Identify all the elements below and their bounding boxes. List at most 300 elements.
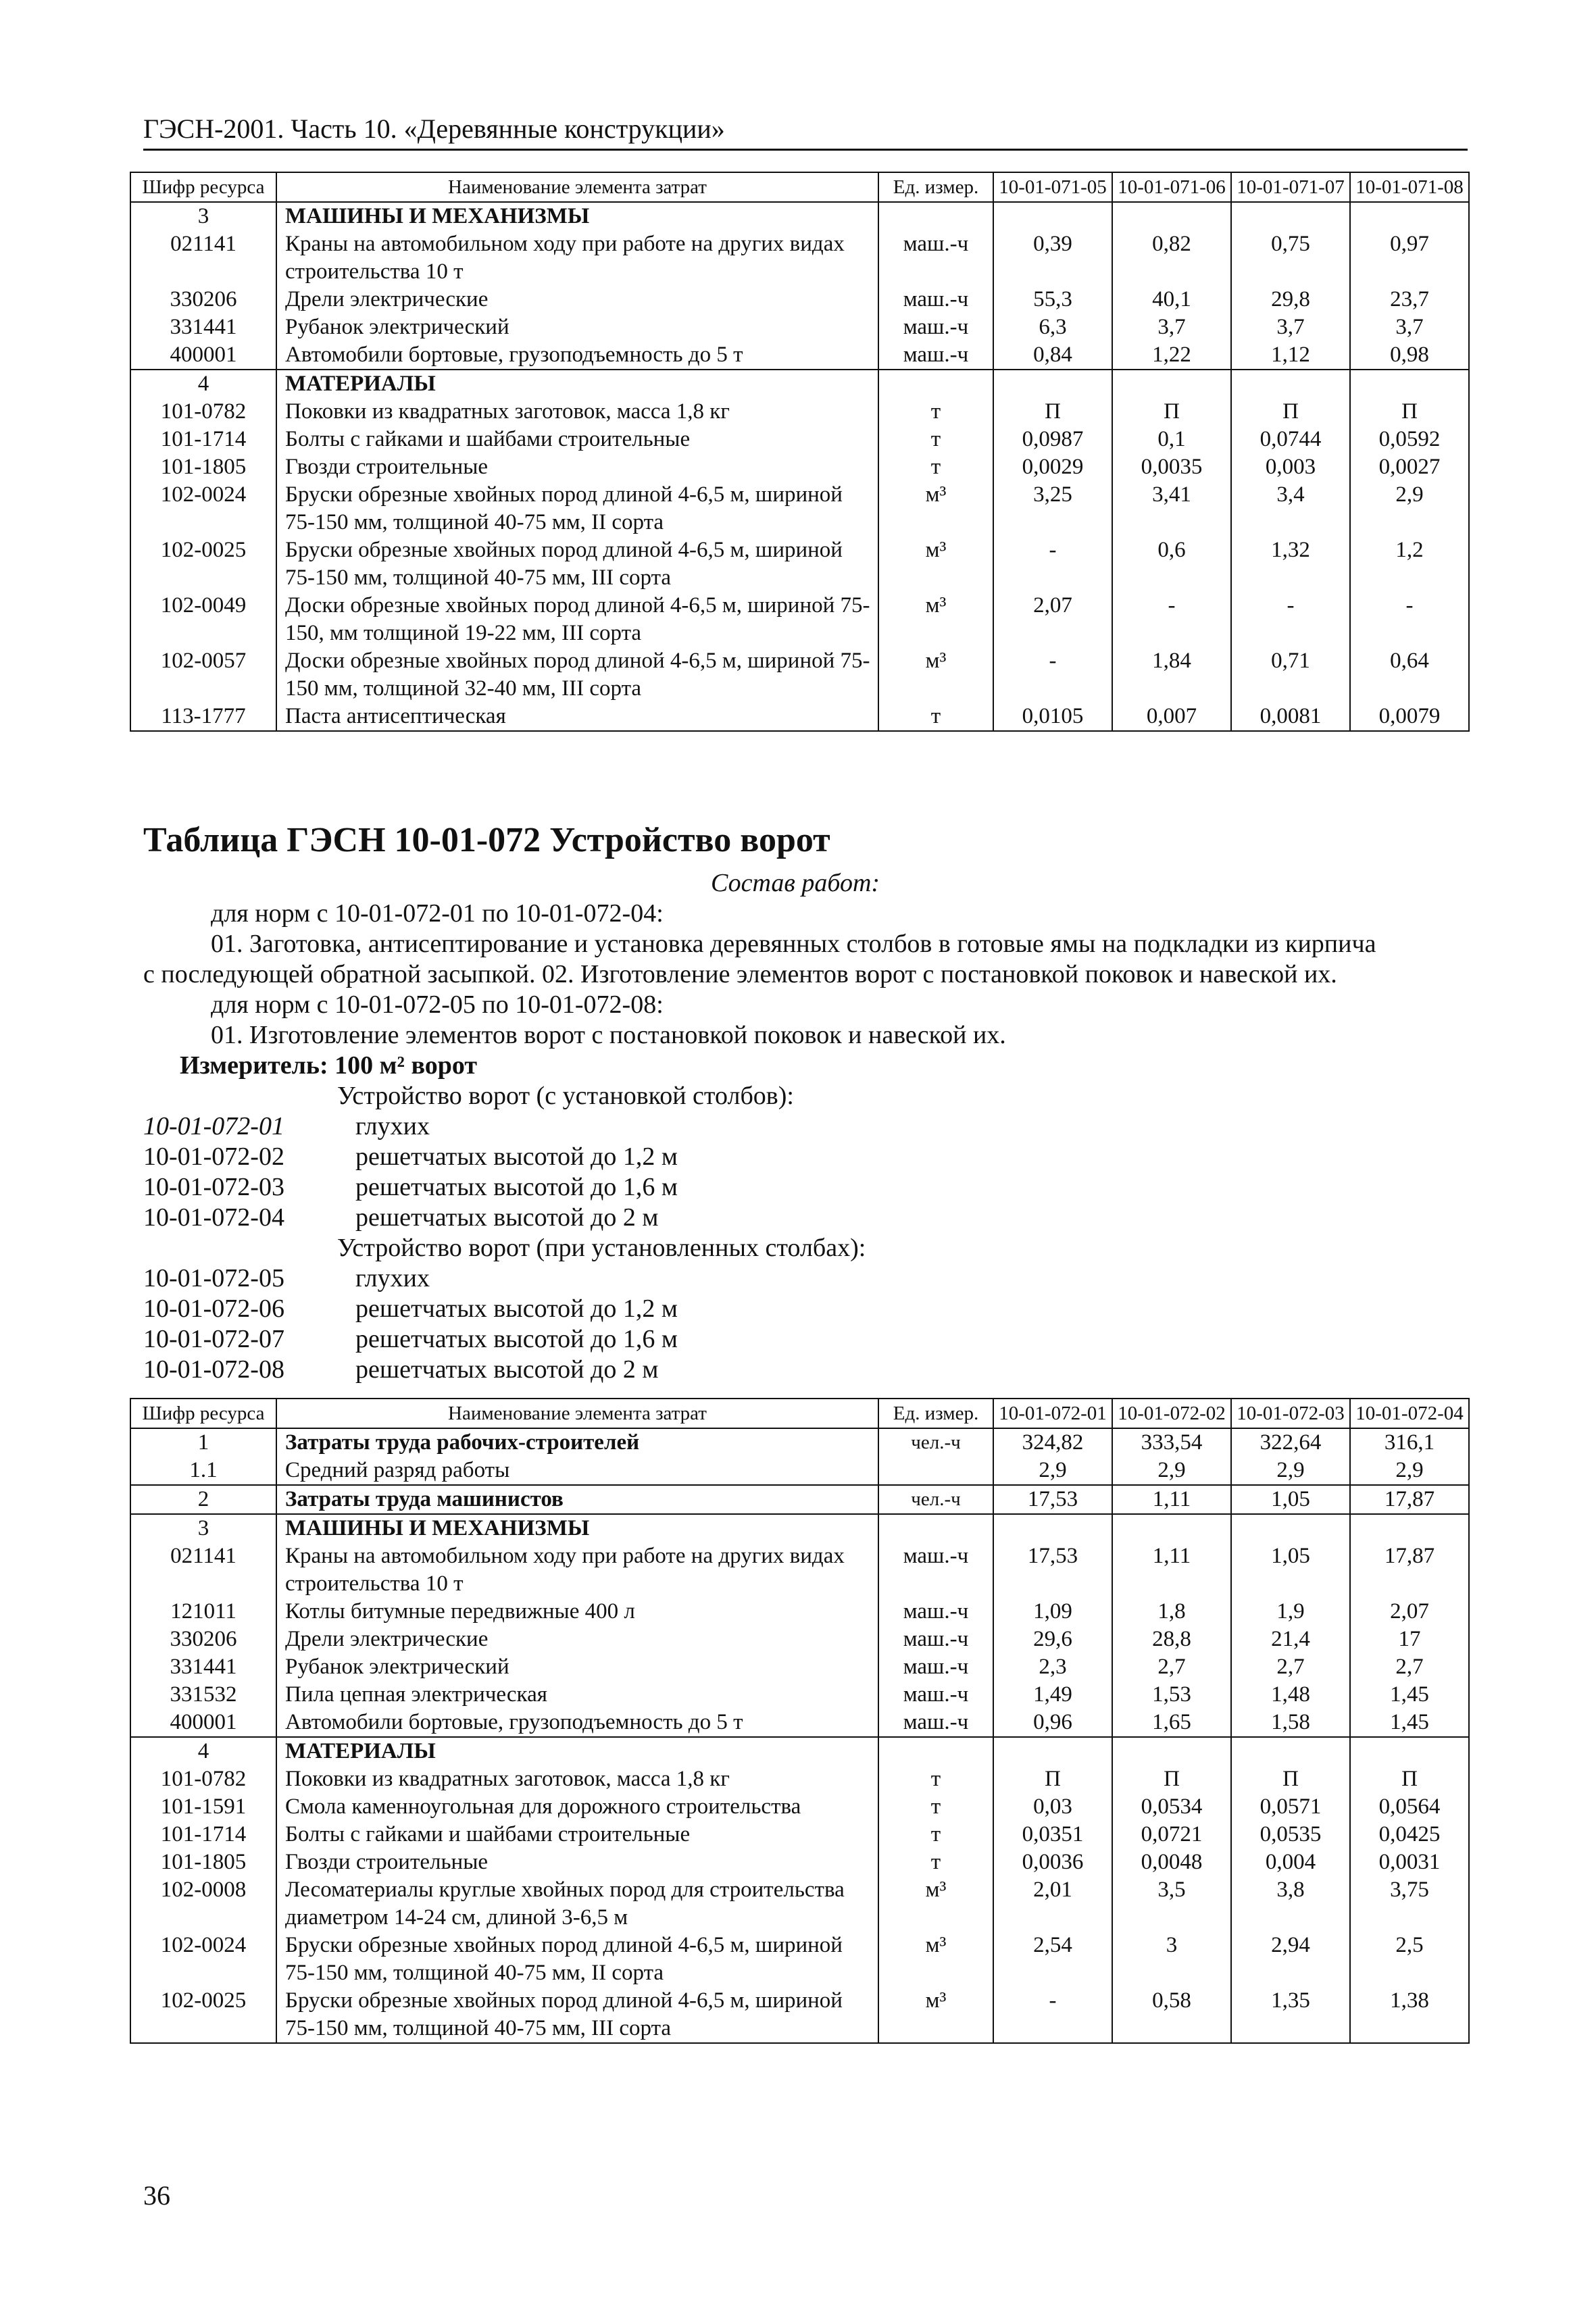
value: 0,0035 <box>1112 453 1231 481</box>
resource-name: МАШИНЫ И МЕХАНИЗМЫ <box>276 202 878 230</box>
value: П <box>1231 398 1350 426</box>
value: 2,54 <box>993 1932 1112 1987</box>
table-row <box>130 453 1469 481</box>
resource-name: Дрели электрические <box>276 286 878 313</box>
table-row <box>130 1653 1469 1681</box>
resource-code: 4 <box>130 1737 276 1765</box>
table-row <box>130 481 1469 536</box>
value: 2,7 <box>1350 1653 1469 1681</box>
column-header: Шифр ресурса <box>130 1399 276 1428</box>
value: 0,39 <box>993 230 1112 286</box>
resource-code: 113-1777 <box>130 703 276 731</box>
value: 1,12 <box>1231 341 1350 370</box>
norm-desc: решетчатых высотой до 2 м <box>355 1355 659 1384</box>
value: 3,7 <box>1112 313 1231 341</box>
unit: т <box>878 426 993 453</box>
norm-code: 10-01-072-05 <box>143 1264 284 1292</box>
value: 1,53 <box>1112 1681 1231 1709</box>
column-header: Наименование элемента затрат <box>276 1399 878 1428</box>
column-header: Наименование элемента затрат <box>276 172 878 202</box>
table-header-row <box>130 172 1469 202</box>
resource-name: Поковки из квадратных заготовок, масса 1,8 кг <box>276 1765 878 1793</box>
table-row <box>130 202 1469 230</box>
value: 0,004 <box>1231 1848 1350 1876</box>
resource-name: Лесоматериалы круглые хвойных пород для строительства диаметром 14-24 см, длиной 3-6,5 м <box>276 1876 878 1932</box>
resource-code: 330206 <box>130 286 276 313</box>
table-header-row <box>130 1399 1469 1428</box>
norm-desc: решетчатых высотой до 1,2 м <box>355 1294 678 1323</box>
resource-code: 102-0024 <box>130 481 276 536</box>
table-row <box>130 341 1469 370</box>
resource-name: Краны на автомобильном ходу при работе на других видах строительства 10 т <box>276 1542 878 1598</box>
table-row <box>130 426 1469 453</box>
unit <box>878 370 993 398</box>
table-row <box>130 1485 1469 1514</box>
column-header: 10-01-072-01 <box>993 1399 1112 1428</box>
value: 0,003 <box>1231 453 1350 481</box>
value: - <box>1231 592 1350 647</box>
value: 1,35 <box>1231 1987 1350 2043</box>
resource-name: Паста антисептическая <box>276 703 878 731</box>
unit <box>878 1737 993 1765</box>
value: 0,0534 <box>1112 1793 1231 1821</box>
norm-code: 10-01-072-07 <box>143 1325 284 1353</box>
resource-code: 101-1591 <box>130 1793 276 1821</box>
unit <box>878 1457 993 1485</box>
unit: т <box>878 453 993 481</box>
resource-name: Болты с гайками и шайбами строительные <box>276 1821 878 1848</box>
value: 17,53 <box>993 1485 1112 1514</box>
resource-table-072 <box>130 1398 1470 2044</box>
column-header: Ед. измер. <box>878 172 993 202</box>
value: 2,94 <box>1231 1932 1350 1987</box>
unit: м³ <box>878 1876 993 1932</box>
resource-name: Рубанок электрический <box>276 313 878 341</box>
resource-name: Затраты труда машинистов <box>276 1485 878 1514</box>
value: 1,49 <box>993 1681 1112 1709</box>
resource-name: Автомобили бортовые, грузоподъемность до 5 т <box>276 1709 878 1737</box>
value: П <box>993 398 1112 426</box>
norm-code: 10-01-072-03 <box>143 1173 284 1201</box>
unit: маш.-ч <box>878 1681 993 1709</box>
unit: м³ <box>878 647 993 703</box>
resource-name: Котлы битумные передвижные 400 л <box>276 1598 878 1626</box>
table-row <box>130 1457 1469 1485</box>
unit: чел.-ч <box>878 1428 993 1457</box>
section-title: Таблица ГЭСН 10-01-072 Устройство ворот <box>143 821 830 859</box>
value: 1,65 <box>1112 1709 1231 1737</box>
value: П <box>993 1765 1112 1793</box>
value: 21,4 <box>1231 1626 1350 1653</box>
value: 0,03 <box>993 1793 1112 1821</box>
table-row <box>130 592 1469 647</box>
resource-code: 4 <box>130 370 276 398</box>
unit: маш.-ч <box>878 341 993 370</box>
column-header: 10-01-071-08 <box>1350 172 1469 202</box>
value: 2,01 <box>993 1876 1112 1932</box>
resource-name: Поковки из квадратных заготовок, масса 1,8 кг <box>276 398 878 426</box>
value: 3,4 <box>1231 481 1350 536</box>
table-row <box>130 1821 1469 1848</box>
table-row <box>130 1709 1469 1737</box>
column-header: 10-01-071-07 <box>1231 172 1350 202</box>
resource-code: 1.1 <box>130 1457 276 1485</box>
resource-name: Краны на автомобильном ходу при работе на других видах строительства 10 т <box>276 230 878 286</box>
resource-name: Затраты труда рабочих-строителей <box>276 1428 878 1457</box>
value: 1,11 <box>1112 1485 1231 1514</box>
value: 3,25 <box>993 481 1112 536</box>
unit: маш.-ч <box>878 1542 993 1598</box>
value: 1,38 <box>1350 1987 1469 2043</box>
resource-code: 102-0025 <box>130 1987 276 2043</box>
value: 0,0079 <box>1350 703 1469 731</box>
unit: маш.-ч <box>878 1653 993 1681</box>
group2-title: Устройство ворот (при установленных столбах): <box>337 1234 866 1262</box>
value: 1,45 <box>1350 1681 1469 1709</box>
norm-code: 10-01-072-08 <box>143 1355 284 1384</box>
unit: м³ <box>878 536 993 592</box>
resource-name: МАТЕРИАЛЫ <box>276 370 878 398</box>
value: 1,09 <box>993 1598 1112 1626</box>
norm-desc: решетчатых высотой до 1,6 м <box>355 1173 678 1201</box>
value: 1,8 <box>1112 1598 1231 1626</box>
value <box>1112 1737 1231 1765</box>
column-header: 10-01-071-05 <box>993 172 1112 202</box>
unit: м³ <box>878 481 993 536</box>
unit: м³ <box>878 1932 993 1987</box>
table-row <box>130 1428 1469 1457</box>
norm-desc: решетчатых высотой до 2 м <box>355 1203 659 1232</box>
value: 0,0029 <box>993 453 1112 481</box>
table-row <box>130 398 1469 426</box>
value <box>993 1514 1112 1542</box>
resource-code: 331532 <box>130 1681 276 1709</box>
for-norms-2: для норм с 10-01-072-05 по 10-01-072-08: <box>211 990 664 1019</box>
value: П <box>1350 398 1469 426</box>
norm-desc: решетчатых высотой до 1,2 м <box>355 1142 678 1171</box>
table-row <box>130 1848 1469 1876</box>
value <box>1231 202 1350 230</box>
value: 2,9 <box>993 1457 1112 1485</box>
value: 23,7 <box>1350 286 1469 313</box>
value: 2,3 <box>993 1653 1112 1681</box>
value: - <box>993 647 1112 703</box>
value: - <box>1112 592 1231 647</box>
unit: т <box>878 1848 993 1876</box>
work-2: 01. Изготовление элементов ворот с постановкой поковок и навеской их. <box>211 1021 1006 1049</box>
value: 0,71 <box>1231 647 1350 703</box>
column-header: 10-01-072-04 <box>1350 1399 1469 1428</box>
resource-code: 102-0057 <box>130 647 276 703</box>
value <box>1350 1737 1469 1765</box>
value: 0,0351 <box>993 1821 1112 1848</box>
value: 0,0081 <box>1231 703 1350 731</box>
resource-code: 102-0025 <box>130 536 276 592</box>
unit: т <box>878 1793 993 1821</box>
value: 0,64 <box>1350 647 1469 703</box>
value <box>1350 202 1469 230</box>
value: 0,98 <box>1350 341 1469 370</box>
resource-name: Гвозди строительные <box>276 453 878 481</box>
value: 0,0744 <box>1231 426 1350 453</box>
value: 1,32 <box>1231 536 1350 592</box>
value: 3,7 <box>1231 313 1350 341</box>
value: 0,0987 <box>993 426 1112 453</box>
work-1-line1: 01. Заготовка, антисептирование и установка деревянных столбов в готовые ямы на подкладки из кирпича <box>211 930 1376 958</box>
value: 1,22 <box>1112 341 1231 370</box>
value: 1,05 <box>1231 1485 1350 1514</box>
value: 17,87 <box>1350 1542 1469 1598</box>
table-row <box>130 1765 1469 1793</box>
value: 0,97 <box>1350 230 1469 286</box>
unit: маш.-ч <box>878 1598 993 1626</box>
value: 1,05 <box>1231 1542 1350 1598</box>
value: - <box>993 1987 1112 2043</box>
table-row <box>130 647 1469 703</box>
value: 2,5 <box>1350 1932 1469 1987</box>
value: 3,75 <box>1350 1876 1469 1932</box>
value: 324,82 <box>993 1428 1112 1457</box>
resource-code: 330206 <box>130 1626 276 1653</box>
table-row <box>130 1987 1469 2043</box>
unit <box>878 202 993 230</box>
value: 3 <box>1112 1932 1231 1987</box>
value: 0,0592 <box>1350 426 1469 453</box>
group1-title: Устройство ворот (с установкой столбов): <box>337 1082 794 1110</box>
value: 0,0036 <box>993 1848 1112 1876</box>
table-row <box>130 703 1469 731</box>
page-header: ГЭСН-2001. Часть 10. «Деревянные конструкции» <box>143 112 1468 151</box>
value <box>993 202 1112 230</box>
column-header: Шифр ресурса <box>130 172 276 202</box>
value: 29,8 <box>1231 286 1350 313</box>
value: 2,9 <box>1350 481 1469 536</box>
resource-code: 400001 <box>130 1709 276 1737</box>
value: 1,84 <box>1112 647 1231 703</box>
unit: т <box>878 1821 993 1848</box>
resource-code: 1 <box>130 1428 276 1457</box>
table-row <box>130 1626 1469 1653</box>
page-number: 36 <box>143 2180 170 2211</box>
value <box>1231 1737 1350 1765</box>
resource-code: 101-1805 <box>130 453 276 481</box>
value <box>993 370 1112 398</box>
value: 0,96 <box>993 1709 1112 1737</box>
value: 0,0571 <box>1231 1793 1350 1821</box>
norm-desc: глухих <box>355 1264 430 1292</box>
column-header: 10-01-072-03 <box>1231 1399 1350 1428</box>
value <box>993 1737 1112 1765</box>
value: П <box>1112 1765 1231 1793</box>
value: 3,7 <box>1350 313 1469 341</box>
resource-code: 400001 <box>130 341 276 370</box>
value: 2,9 <box>1231 1457 1350 1485</box>
resource-code: 331441 <box>130 313 276 341</box>
table-row <box>130 1598 1469 1626</box>
value <box>1231 1514 1350 1542</box>
value: 0,0564 <box>1350 1793 1469 1821</box>
resource-code: 121011 <box>130 1598 276 1626</box>
resource-code: 2 <box>130 1485 276 1514</box>
value: 1,48 <box>1231 1681 1350 1709</box>
resource-code: 3 <box>130 202 276 230</box>
resource-name: МАТЕРИАЛЫ <box>276 1737 878 1765</box>
resource-code: 021141 <box>130 1542 276 1598</box>
resource-name: Бруски обрезные хвойных пород длиной 4-6,5 м, шириной 75-150 мм, толщиной 40-75 мм, III сорта <box>276 1987 878 2043</box>
resource-name: Гвозди строительные <box>276 1848 878 1876</box>
value: 55,3 <box>993 286 1112 313</box>
value: 0,0048 <box>1112 1848 1231 1876</box>
unit: чел.-ч <box>878 1485 993 1514</box>
resource-code: 101-0782 <box>130 398 276 426</box>
value: 316,1 <box>1350 1428 1469 1457</box>
for-norms-1: для норм с 10-01-072-01 по 10-01-072-04: <box>211 899 664 928</box>
table-row <box>130 1793 1469 1821</box>
column-header: 10-01-072-02 <box>1112 1399 1231 1428</box>
value: 2,9 <box>1350 1457 1469 1485</box>
table-row <box>130 536 1469 592</box>
value: 3,5 <box>1112 1876 1231 1932</box>
resource-code: 101-1714 <box>130 426 276 453</box>
resource-code: 102-0024 <box>130 1932 276 1987</box>
resource-name: Бруски обрезные хвойных пород длиной 4-6,5 м, шириной 75-150 мм, толщиной 40-75 мм, III сорта <box>276 536 878 592</box>
table-row <box>130 370 1469 398</box>
value: 2,7 <box>1112 1653 1231 1681</box>
value: 0,0535 <box>1231 1821 1350 1848</box>
value: 3,41 <box>1112 481 1231 536</box>
column-header: 10-01-071-06 <box>1112 172 1231 202</box>
resource-name: Рубанок электрический <box>276 1653 878 1681</box>
table-row <box>130 286 1469 313</box>
value: 322,64 <box>1231 1428 1350 1457</box>
norm-code: 10-01-072-06 <box>143 1294 284 1323</box>
value: 17,87 <box>1350 1485 1469 1514</box>
value: 1,2 <box>1350 536 1469 592</box>
value: 1,9 <box>1231 1598 1350 1626</box>
value: П <box>1112 398 1231 426</box>
value: 0,84 <box>993 341 1112 370</box>
resource-name: Средний разряд работы <box>276 1457 878 1485</box>
table-row <box>130 1514 1469 1542</box>
norm-code: 10-01-072-04 <box>143 1203 284 1232</box>
norm-desc: глухих <box>355 1112 430 1140</box>
resource-code: 102-0049 <box>130 592 276 647</box>
value: П <box>1350 1765 1469 1793</box>
value: 40,1 <box>1112 286 1231 313</box>
value: 2,9 <box>1112 1457 1231 1485</box>
value: 2,07 <box>1350 1598 1469 1626</box>
value: - <box>1350 592 1469 647</box>
value: 1,45 <box>1350 1709 1469 1737</box>
resource-code: 102-0008 <box>130 1876 276 1932</box>
resource-name: Дрели электрические <box>276 1626 878 1653</box>
value <box>1350 370 1469 398</box>
resource-code: 021141 <box>130 230 276 286</box>
value: 0,007 <box>1112 703 1231 731</box>
resource-name: Смола каменноугольная для дорожного строительства <box>276 1793 878 1821</box>
resource-name: Автомобили бортовые, грузоподъемность до 5 т <box>276 341 878 370</box>
resource-code: 3 <box>130 1514 276 1542</box>
value: 0,58 <box>1112 1987 1231 2043</box>
value: 17 <box>1350 1626 1469 1653</box>
table-row <box>130 1681 1469 1709</box>
resource-name: Болты с гайками и шайбами строительные <box>276 426 878 453</box>
meter: Измеритель: 100 м² ворот <box>180 1051 478 1080</box>
resource-code: 101-1805 <box>130 1848 276 1876</box>
value: 2,07 <box>993 592 1112 647</box>
value: 0,0105 <box>993 703 1112 731</box>
unit: маш.-ч <box>878 1626 993 1653</box>
value: 0,0721 <box>1112 1821 1231 1848</box>
value: 1,58 <box>1231 1709 1350 1737</box>
resource-code: 101-1714 <box>130 1821 276 1848</box>
resource-name: Доски обрезные хвойных пород длиной 4-6,5 м, шириной 75-150 мм, толщиной 32-40 мм, III сорта <box>276 647 878 703</box>
table-row <box>130 313 1469 341</box>
unit: м³ <box>878 592 993 647</box>
norm-code: 10-01-072-01 <box>143 1112 284 1140</box>
table-row <box>130 1737 1469 1765</box>
unit: маш.-ч <box>878 1709 993 1737</box>
value <box>1112 370 1231 398</box>
value <box>1350 1514 1469 1542</box>
value <box>1231 370 1350 398</box>
resource-code: 331441 <box>130 1653 276 1681</box>
resource-name: Бруски обрезные хвойных пород длиной 4-6,5 м, шириной 75-150 мм, толщиной 40-75 мм, II сорта <box>276 1932 878 1987</box>
value: 1,11 <box>1112 1542 1231 1598</box>
resource-code: 101-0782 <box>130 1765 276 1793</box>
table-row <box>130 230 1469 286</box>
value: 0,1 <box>1112 426 1231 453</box>
norm-desc: решетчатых высотой до 1,6 м <box>355 1325 678 1353</box>
unit: маш.-ч <box>878 313 993 341</box>
value: 2,7 <box>1231 1653 1350 1681</box>
table-row <box>130 1542 1469 1598</box>
composition-heading: Состав работ: <box>711 869 880 897</box>
table-row <box>130 1876 1469 1932</box>
value: 17,53 <box>993 1542 1112 1598</box>
value: 0,82 <box>1112 230 1231 286</box>
value: 0,0425 <box>1350 1821 1469 1848</box>
value: 28,8 <box>1112 1626 1231 1653</box>
value: 0,75 <box>1231 230 1350 286</box>
resource-name: МАШИНЫ И МЕХАНИЗМЫ <box>276 1514 878 1542</box>
value <box>1112 1514 1231 1542</box>
value: 3,8 <box>1231 1876 1350 1932</box>
unit <box>878 1514 993 1542</box>
value: 333,54 <box>1112 1428 1231 1457</box>
work-1-line2: с последующей обратной засыпкой. 02. Изготовление элементов ворот с постановкой поковок и навеской их. <box>143 960 1337 988</box>
unit: т <box>878 1765 993 1793</box>
value: 6,3 <box>993 313 1112 341</box>
value: 0,6 <box>1112 536 1231 592</box>
unit: т <box>878 703 993 731</box>
resource-table-071 <box>130 172 1470 732</box>
value: 0,0027 <box>1350 453 1469 481</box>
value: П <box>1231 1765 1350 1793</box>
table-row <box>130 1932 1469 1987</box>
column-header: Ед. измер. <box>878 1399 993 1428</box>
resource-name: Доски обрезные хвойных пород длиной 4-6,5 м, шириной 75-150, мм толщиной 19-22 мм, III сорта <box>276 592 878 647</box>
unit: маш.-ч <box>878 286 993 313</box>
resource-name: Бруски обрезные хвойных пород длиной 4-6,5 м, шириной 75-150 мм, толщиной 40-75 мм, II сорта <box>276 481 878 536</box>
resource-name: Пила цепная электрическая <box>276 1681 878 1709</box>
value <box>1112 202 1231 230</box>
unit: м³ <box>878 1987 993 2043</box>
norm-code: 10-01-072-02 <box>143 1142 284 1171</box>
value: 0,0031 <box>1350 1848 1469 1876</box>
unit: маш.-ч <box>878 230 993 286</box>
unit: т <box>878 398 993 426</box>
